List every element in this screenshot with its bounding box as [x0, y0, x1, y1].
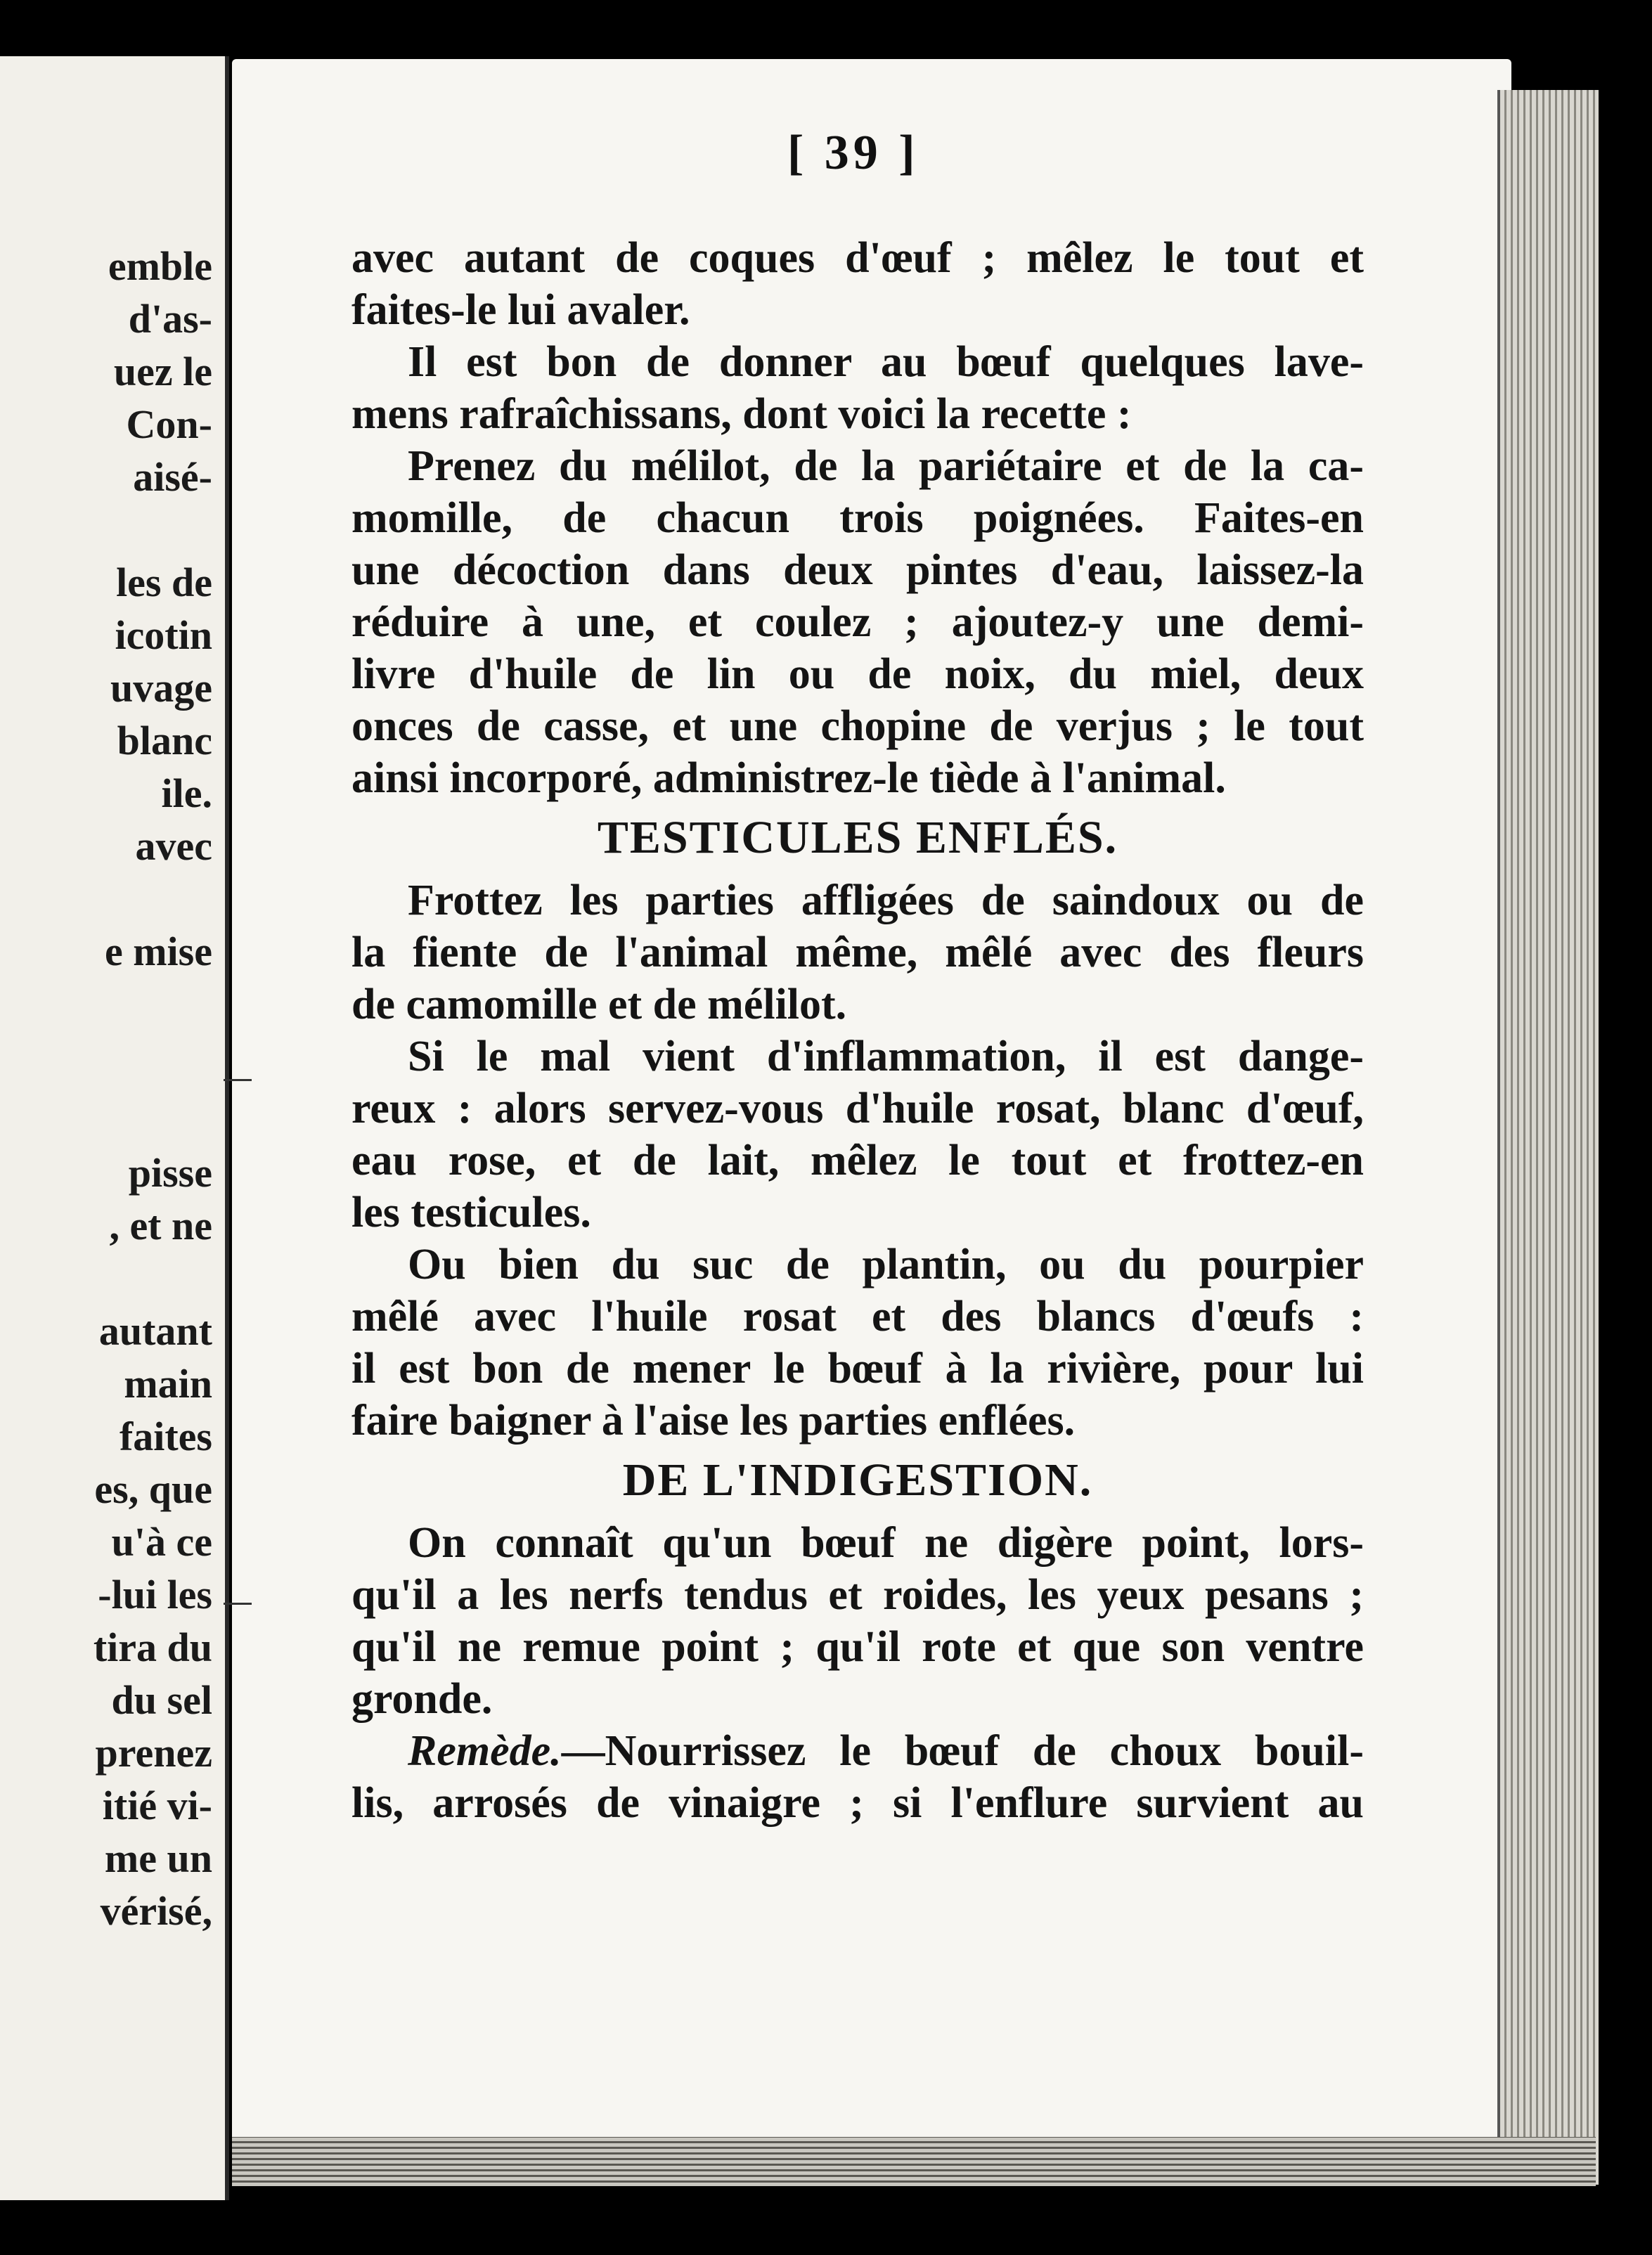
text-line: reux : alors servez-vous d'huile rosat, blanc d'œuf, [351, 1085, 1364, 1132]
margin-tick [224, 1079, 252, 1081]
left-fragment: avec [135, 823, 212, 869]
text-line: ainsi incorporé, administrez-le tiède à l'animal. [351, 754, 1226, 802]
text-line: livre d'huile de lin ou de noix, du miel, deux [351, 650, 1364, 698]
text-line: lis, arrosés de vinaigre ; si l'enflure survient au [351, 1779, 1364, 1827]
left-fragment: faites [119, 1414, 212, 1459]
text-line: avec autant de coques d'œuf ; mêlez le tout et [351, 234, 1364, 282]
text-line: qu'il a les nerfs tendus et roides, les yeux pesans ; [351, 1571, 1364, 1619]
left-fragment: aisé- [133, 454, 212, 500]
text-line: gronde. [351, 1675, 493, 1723]
left-fragment: autant [98, 1308, 212, 1354]
left-fragment: main [124, 1361, 212, 1407]
text-line: il est bon de mener le bœuf à la rivière, pour lui [351, 1345, 1364, 1393]
text-line: Il est bon de donner au bœuf quelques lave- [408, 338, 1364, 386]
text-line: mens rafraîchissans, dont voici la recette : [351, 390, 1132, 438]
text-line: Frottez les parties affligées de saindoux ou de [408, 877, 1364, 924]
text-line: qu'il ne remue point ; qu'il rote et que son ventre [351, 1623, 1364, 1671]
left-fragment: icotin [115, 612, 212, 658]
text-line: faites-le lui avaler. [351, 286, 690, 334]
remede-label: Remède. [408, 1727, 562, 1775]
text-line: Si le mal vient d'inflammation, il est dange- [408, 1033, 1364, 1080]
text-fragment: —Nourrissez le bœuf de choux bouil- [561, 1727, 1364, 1775]
left-facing-page [0, 56, 229, 2200]
left-fragment: blanc [117, 718, 212, 763]
left-fragment: es, que [94, 1466, 212, 1512]
text-line: mêlé avec l'huile rosat et des blancs d'œufs : [351, 1293, 1364, 1340]
left-fragment: e mise [105, 929, 212, 974]
left-fragment: vérisé, [100, 1888, 212, 1934]
text-line: On connaît qu'un bœuf ne digère point, lors- [408, 1519, 1364, 1567]
section-heading: TESTICULES ENFLÉS. [597, 812, 1118, 863]
left-fragment: me un [104, 1835, 212, 1881]
left-fragment: Con- [126, 401, 212, 447]
left-fragment: uez le [113, 349, 212, 394]
text-line: réduire à une, et coulez ; ajoutez-y une demi- [351, 598, 1364, 646]
text-line: de camomille et de mélilot. [351, 981, 847, 1028]
left-fragment: , et ne [109, 1203, 212, 1248]
text-line: Ou bien du suc de plantin, ou du pourpier [408, 1241, 1364, 1288]
left-fragment: du sel [111, 1677, 212, 1723]
text-line: la fiente de l'animal même, mêlé avec des fleurs [351, 929, 1364, 976]
left-fragment: itié vi- [102, 1783, 212, 1828]
text-line: une décoction dans deux pintes d'eau, laissez-la [351, 546, 1364, 594]
left-fragment: ile. [161, 770, 212, 816]
page-bottom-edges [232, 2137, 1596, 2186]
left-fragment: pisse [128, 1150, 212, 1196]
left-fragment: prenez [95, 1730, 212, 1776]
left-fragment: -lui les [98, 1572, 212, 1617]
left-fragment: uvage [110, 665, 212, 711]
text-line: momille, de chacun trois poignées. Faites-en [351, 494, 1364, 542]
left-fragment: les de [116, 560, 212, 605]
text-line [351, 1725, 1364, 1777]
page-text [351, 232, 1364, 1829]
section-heading: DE L'INDIGESTION. [622, 1454, 1093, 1506]
text-line: Prenez du mélilot, de la pariétaire et de la ca- [408, 442, 1364, 490]
margin-tick [224, 1603, 252, 1605]
left-fragment: emble [108, 243, 212, 289]
page-edges [1497, 90, 1599, 2185]
text-line: faire baigner à l'aise les parties enflées. [351, 1397, 1076, 1445]
text-line: les testicules. [351, 1189, 591, 1236]
left-fragment: u'à ce [111, 1519, 212, 1565]
text-line: onces de casse, et une chopine de verjus ; le tout [351, 702, 1364, 750]
left-fragment: tira du [93, 1624, 212, 1670]
page-number: [ 39 ] [787, 126, 919, 180]
left-fragment: d'as- [128, 296, 212, 342]
text-line: eau rose, et de lait, mêlez le tout et frottez-en [351, 1137, 1364, 1184]
